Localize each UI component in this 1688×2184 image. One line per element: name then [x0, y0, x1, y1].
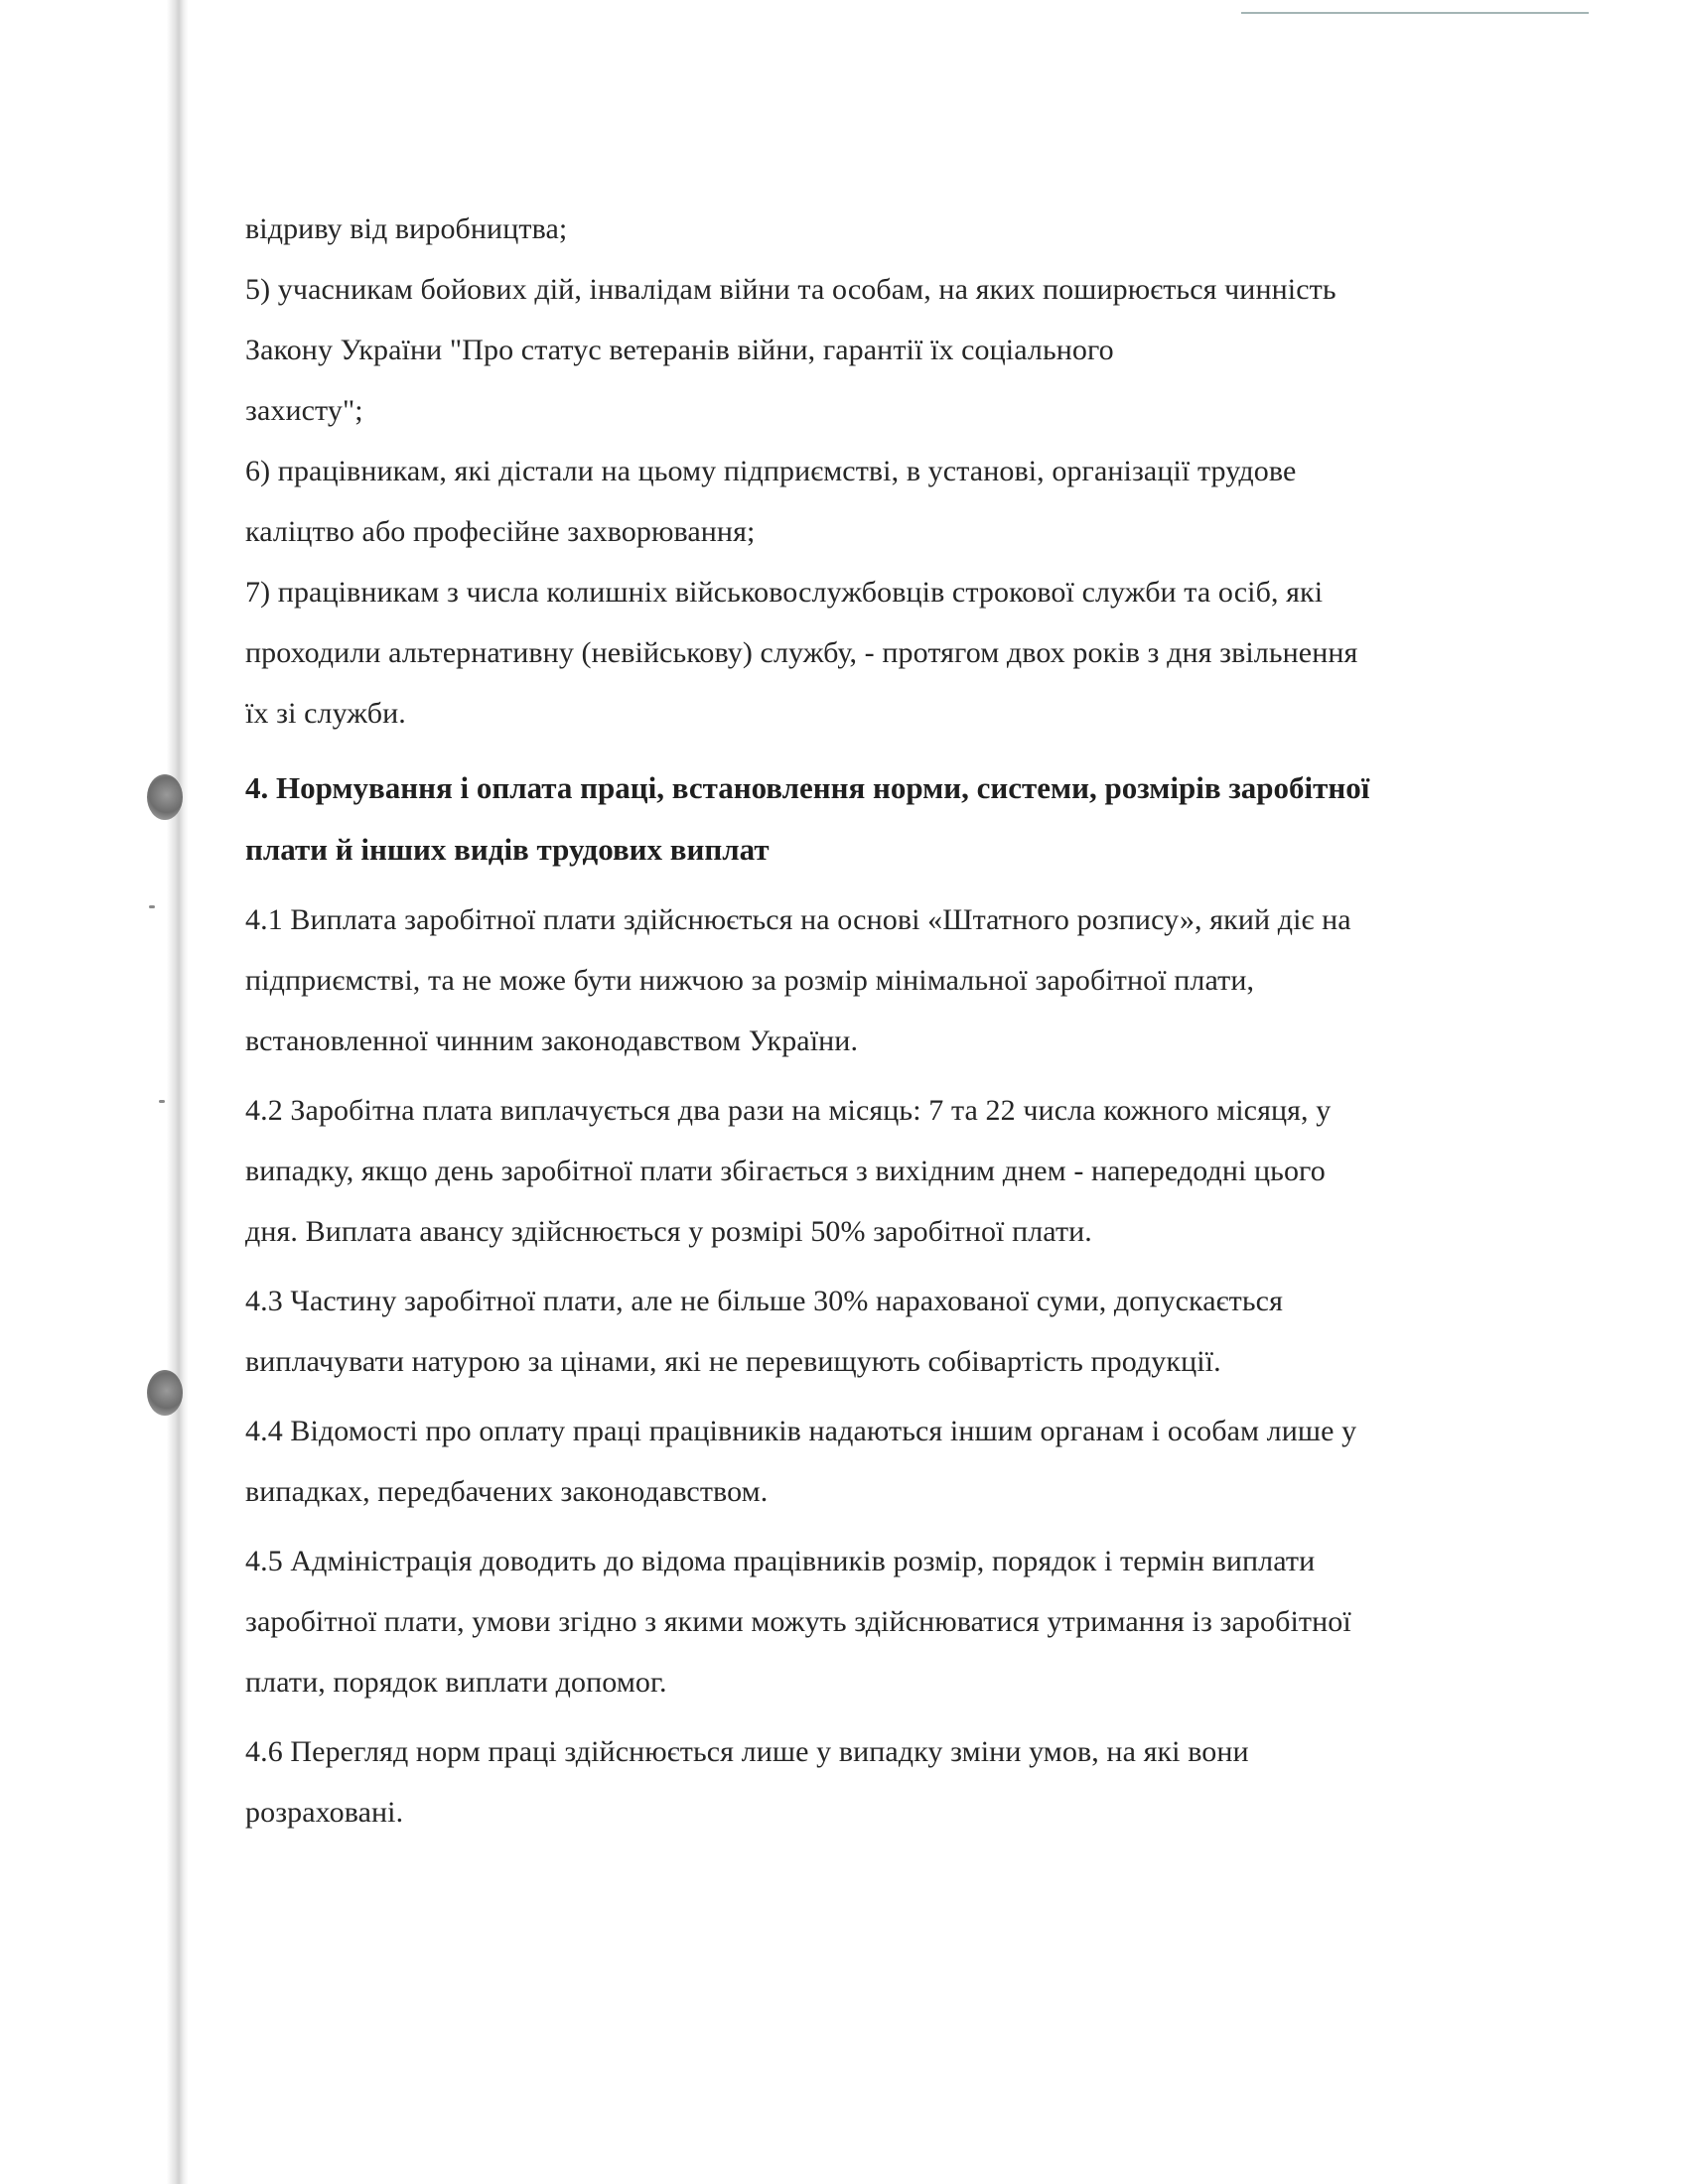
text-line: заробітної плати, умови згідно з якими можуть здійснюватися утримання із заробітної — [245, 1605, 1351, 1638]
text-line: 6) працівникам, які дістали на цьому підприємстві, в установі, організації трудове — [245, 455, 1297, 487]
clause-4-3 — [245, 1271, 1576, 1392]
section-heading — [245, 757, 1576, 881]
text-line: виплачувати натурою за цінами, які не перевищують собівартість продукції. — [245, 1345, 1221, 1378]
text-line: Закону України "Про статус ветеранів війни, гарантії їх соціального — [245, 334, 1114, 366]
text-line: 4.5 Адміністрація доводить до відома працівників розмір, порядок і термін виплати — [245, 1545, 1316, 1577]
intro-paragraph — [245, 199, 1576, 744]
text-line: дня. Виплата авансу здійснюється у розмірі 50% заробітної плати. — [245, 1215, 1092, 1248]
clause-4-6 — [245, 1721, 1576, 1843]
heading-line: 4. Нормування і оплата праці, встановлення норми, системи, розмірів заробітної — [245, 770, 1370, 805]
text-line: встановленної чинним законодавством України. — [245, 1024, 859, 1057]
text-line: випадку, якщо день заробітної плати збігається з вихідним днем - напередодні цього — [245, 1155, 1326, 1187]
text-line: плати, порядок виплати допомог. — [245, 1666, 667, 1699]
scan-speck — [159, 1100, 165, 1103]
text-line: проходили альтернативну (невійськову) службу, - протягом двох років з дня звільнення — [245, 636, 1358, 669]
text-line: 5) учасникам бойових дій, інвалідам війни та особам, на яких поширюється чинність — [245, 273, 1336, 306]
text-line: 4.3 Частину заробітної плати, але не більше 30% нарахованої суми, допускається — [245, 1285, 1283, 1317]
spacer — [245, 744, 1576, 757]
text-line: підприємстві, та не може бути нижчою за розмір мінімальної заробітної плати, — [245, 964, 1255, 997]
text-line: відриву від виробництва; — [245, 212, 568, 245]
text-line: 4.4 Відомості про оплату праці працівників надаються іншим органам і особам лише у — [245, 1415, 1357, 1447]
punch-hole — [147, 774, 183, 820]
text-line: каліцтво або професійне захворювання; — [245, 515, 756, 548]
clause-4-4 — [245, 1401, 1576, 1522]
text-line: 4.2 Заробітна плата виплачується два рази на місяць: 7 та 22 числа кожного місяця, у — [245, 1094, 1332, 1127]
text-line: 4.1 Виплата заробітної плати здійснюється на основі «Штатного розпису», який діє на — [245, 903, 1351, 936]
scan-speck — [149, 905, 155, 908]
clause-4-2 — [245, 1080, 1576, 1262]
document-body — [245, 199, 1576, 1843]
text-line: 4.6 Перегляд норм праці здійснюється лише у випадку зміни умов, на які вони — [245, 1735, 1249, 1768]
text-line: їх зі служби. — [245, 697, 406, 730]
clause-4-1 — [245, 889, 1576, 1071]
text-line: розраховані. — [245, 1796, 404, 1829]
text-line: 7) працівникам з числа колишніх військовослужбовців строкової служби та осіб, які — [245, 576, 1324, 609]
binding-shadow — [167, 0, 189, 2184]
clause-4-5 — [245, 1531, 1576, 1712]
scan-edge-line — [1241, 12, 1589, 14]
heading-line: плати й інших видів трудових виплат — [245, 832, 770, 867]
text-line: випадках, передбачених законодавством. — [245, 1475, 769, 1508]
text-line: захисту"; — [245, 394, 363, 427]
punch-hole — [147, 1370, 183, 1416]
